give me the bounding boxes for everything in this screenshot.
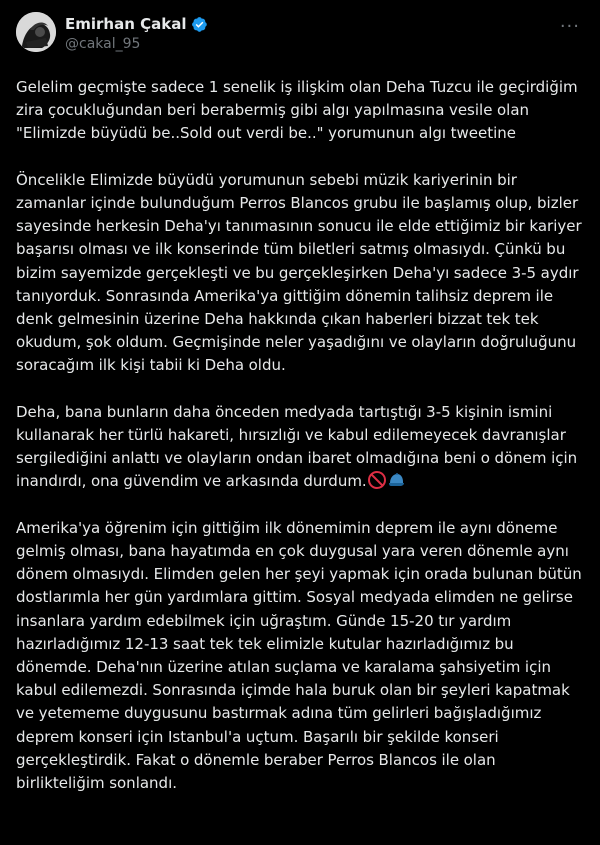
verified-badge-icon [191,16,208,33]
tweet-paragraph-3 [16,401,584,494]
tweet-paragraph-2: Öncelikle Elimizde büyüdü yorumunun sebebi müzik kariyerinin bir zamanlar içinde bulunduğum Perros Blancos grubu ile başlamış olup, bizler sayesinde herkesin Deha'yı tanımasının sonucu ile elde ettiğimiz bir kariyer başarısı olması ve ilk konserinde tüm biletleri satmış olmasıydı. Çünkü bu bizim sayemizde gerçekleşti ve bu gerçekleşirken Deha'yı sadece 3-5 aydır tanıyorduk. Sonrasında Amerika'ya gittiğim dönemin talihsiz deprem ile denk gelmesinin üzerine Deha hakkında çıkan haberleri bizzat tek tek okudum, şok oldum. Geçmişinde neler yaşadığını ve olayların doğruluğunu soracağım ilk kişi tabii ki Deha oldu. [16,170,582,375]
author-handle[interactable]: @cakal_95 [65,36,141,52]
tweet-text [16,76,584,795]
display-name-text[interactable]: Emirhan Çakal [65,15,187,33]
tweet-header [16,12,584,60]
author-display-name[interactable] [65,15,208,34]
more-options-icon[interactable]: ··· [559,16,580,37]
no-entry-icon [368,471,386,489]
avatar[interactable] [16,12,56,52]
tweet-paragraph-4: Amerika'ya öğrenim için gittiğim ilk dönemimin deprem ile aynı döneme gelmiş olması, bana hayatımda en çok duygusal yara veren dönemle aynı dönem olmasıydı. Elimden gelen her şeyi yapmak için orada bulunan bütün dostlarımla her gün yardımlara gittim. Sosyal medyada elimden ne gelirse insanlara yardım edebilmek için uğraştım. Günde 15-20 tır yardım hazırladığımız 12-13 saat tek tek elimizle kutular hazırladığımız bu dönemde. Deha'nın üzerine atılan suçlama ve karalama şahsiyetim için kabul edilemezdi. Sonrasında içimde hala buruk olan bir şeyleri kapatmak ve yetememe duygusunu bastırmak adına tüm gelirleri bağışladığımız deprem konseri için Istanbul'a uçtum. Başarılı bir şekilde konseri gerçekleştirdik. Fakat o dönemle beraber Perros Blancos ile olan birlikteliğim sonlandı. [16,518,582,793]
tweet-paragraph-3-text: Deha, bana bunların daha önceden medyada tartıştığı 3-5 kişinin ismini kullanarak her türlü hakareti, hırsızlığı ve kabul edilemeyecek davranışlar sergilediğini anlattı ve olayların ondan ibaret olmadığına beni o dönem için inandırdı, ona güvendim ve arkasında durdum. [16,402,578,491]
blue-cap-icon [387,471,405,489]
tweet-paragraph-1: Gelelim geçmişte sadece 1 senelik iş ilişkim olan Deha Tuzcu ile geçirdiğim zira çocukluğundan beri berabermiş gibi algı yapılmasına vesile olan "Elimizde büyüdü be..Sold out verdi be.." yorumunun algı tweetine [16,78,578,143]
